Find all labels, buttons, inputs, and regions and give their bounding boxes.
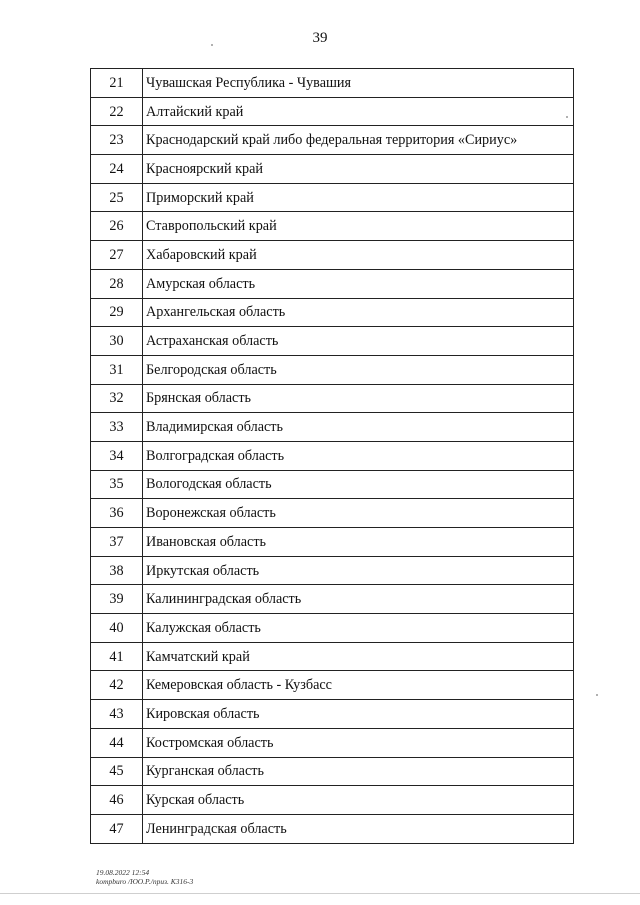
row-number: 42 [91,671,143,700]
table-row [91,155,574,184]
regions-table [90,68,574,844]
table-row [91,97,574,126]
region-name: Кировская область [143,700,574,729]
row-number: 47 [91,814,143,843]
region-name: Брянская область [143,384,574,413]
row-number: 26 [91,212,143,241]
region-name: Ставропольский край [143,212,574,241]
row-number: 43 [91,700,143,729]
scan-speck [211,44,213,46]
row-number: 34 [91,441,143,470]
region-name: Чувашская Республика - Чувашия [143,69,574,98]
region-name: Белгородская область [143,355,574,384]
row-number: 23 [91,126,143,155]
table-row [91,413,574,442]
table-row [91,585,574,614]
table-row [91,786,574,815]
region-name: Ленинградская область [143,814,574,843]
regions-table-body [91,69,574,844]
table-row [91,355,574,384]
table-row [91,126,574,155]
row-number: 30 [91,327,143,356]
row-number: 21 [91,69,143,98]
row-number: 31 [91,355,143,384]
region-name: Калужская область [143,614,574,643]
region-name: Красноярский край [143,155,574,184]
table-row [91,327,574,356]
region-name: Костромская область [143,728,574,757]
region-name: Владимирская область [143,413,574,442]
table-row [91,470,574,499]
region-name: Архангельская область [143,298,574,327]
region-name: Краснодарский край либо федеральная территория «Сириус» [143,126,574,155]
row-number: 45 [91,757,143,786]
region-name: Вологодская область [143,470,574,499]
region-name: Воронежская область [143,499,574,528]
region-name: Алтайский край [143,97,574,126]
row-number: 29 [91,298,143,327]
footer-file-path: kompburo /ЮО.Р./приз. К316-3 [96,877,194,886]
table-row [91,556,574,585]
row-number: 27 [91,241,143,270]
row-number: 41 [91,642,143,671]
row-number: 46 [91,786,143,815]
region-name: Камчатский край [143,642,574,671]
table-row [91,700,574,729]
row-number: 25 [91,183,143,212]
scan-edge-line [0,893,640,894]
footer-timestamp: 19.08.2022 12:54 [96,868,150,877]
table-row [91,814,574,843]
region-name: Курская область [143,786,574,815]
table-row [91,441,574,470]
table-row [91,499,574,528]
row-number: 32 [91,384,143,413]
table-row [91,528,574,557]
table-row [91,212,574,241]
scan-speck [596,694,598,696]
page-number: 39 [312,30,328,46]
row-number: 37 [91,528,143,557]
region-name: Астраханская область [143,327,574,356]
table-row [91,614,574,643]
table-row [91,671,574,700]
table-row [91,241,574,270]
row-number: 39 [91,585,143,614]
table-row [91,183,574,212]
region-name: Волгоградская область [143,441,574,470]
row-number: 40 [91,614,143,643]
scan-speck [566,116,568,118]
table-row [91,269,574,298]
region-name: Амурская область [143,269,574,298]
table-row [91,728,574,757]
region-name: Калининградская область [143,585,574,614]
row-number: 35 [91,470,143,499]
region-name: Кемеровская область - Кузбасс [143,671,574,700]
table-row [91,384,574,413]
row-number: 36 [91,499,143,528]
row-number: 28 [91,269,143,298]
table-row [91,642,574,671]
document-footer [96,868,193,886]
row-number: 44 [91,728,143,757]
row-number: 22 [91,97,143,126]
region-name: Ивановская область [143,528,574,557]
region-name: Хабаровский край [143,241,574,270]
table-row [91,298,574,327]
row-number: 38 [91,556,143,585]
table-row [91,69,574,98]
row-number: 33 [91,413,143,442]
region-name: Иркутская область [143,556,574,585]
table-row [91,757,574,786]
region-name: Приморский край [143,183,574,212]
row-number: 24 [91,155,143,184]
region-name: Курганская область [143,757,574,786]
